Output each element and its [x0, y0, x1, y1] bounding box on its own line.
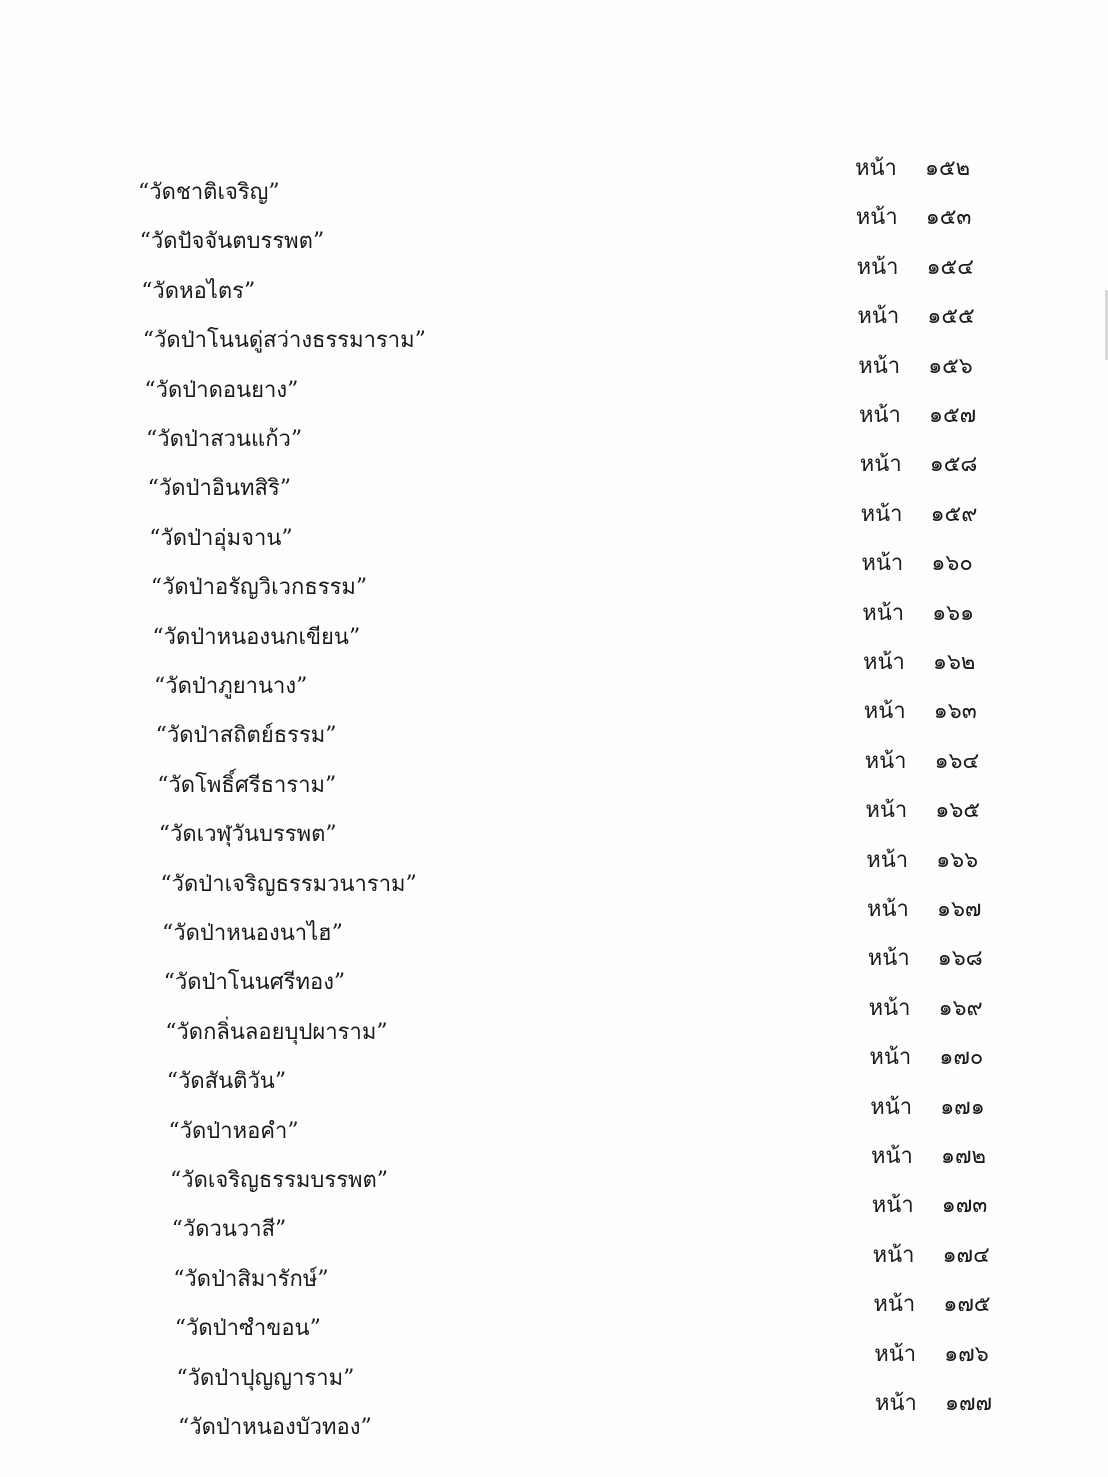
page-label: หน้า — [862, 600, 905, 626]
index-entry — [0, 1292, 1108, 1342]
index-entry — [0, 452, 1108, 502]
index-entry — [0, 798, 1108, 848]
index-entry — [0, 403, 1108, 453]
page-number: ๑๖๐ — [931, 551, 973, 577]
index-entry — [0, 600, 1108, 651]
index-entry — [0, 1242, 1108, 1293]
temple-name: “วัดป่าดอนยาง” — [144, 377, 299, 403]
page-number: ๑๕๖ — [928, 353, 973, 379]
temple-name: “วัดป่าสถิตย์ธรรม” — [155, 723, 337, 749]
index-entry — [0, 897, 1108, 947]
index-entry — [0, 156, 1108, 206]
page-number: ๑๗๒ — [941, 1144, 987, 1169]
index-entry — [0, 205, 1108, 255]
page-label: หน้า — [860, 501, 903, 527]
page-number: ๑๕๒ — [925, 156, 971, 181]
temple-name: “วัดสันติวัน” — [166, 1069, 287, 1095]
index-entry — [0, 1391, 1108, 1441]
page-number: ๑๗๖ — [944, 1341, 989, 1367]
page-number: ๑๗๐ — [939, 1045, 984, 1071]
temple-name: “วัดป่าหอคำ” — [168, 1118, 299, 1144]
temple-name: “วัดป่าอรัญวิเวกธรรม” — [150, 575, 368, 601]
page-label: หน้า — [865, 798, 908, 824]
page-label: หน้า — [861, 551, 904, 577]
page-number: ๑๖๑ — [932, 600, 975, 626]
temple-name: “วัดโพธิ์ศรีธาราม” — [157, 772, 337, 798]
index-entry — [0, 1144, 1108, 1194]
index-entry — [0, 551, 1108, 601]
temple-name: “วัดป่าสิมารักษ์” — [173, 1266, 329, 1292]
page-label: หน้า — [863, 650, 905, 675]
page-label: หน้า — [868, 995, 911, 1021]
page-number: ๑๗๑ — [940, 1094, 985, 1120]
temple-name: “วัดป่าอินทสิริ” — [147, 476, 292, 502]
page-number: ๑๕๕ — [927, 304, 975, 330]
temple-name: “วัดป่าหนองบัวทอง” — [178, 1415, 372, 1440]
page-label: หน้า — [866, 847, 909, 873]
page-label: หน้า — [864, 748, 907, 774]
page-label: หน้า — [872, 1242, 915, 1268]
page-label: หน้า — [858, 353, 901, 379]
page-label: หน้า — [859, 403, 901, 428]
temple-name: “วัดปัจจันตบรรพต” — [139, 229, 325, 255]
index-entry — [0, 1094, 1108, 1145]
index-entry — [0, 304, 1108, 354]
index-entry — [0, 254, 1108, 305]
page-number: ๑๕๗ — [929, 403, 977, 428]
index-entry — [0, 353, 1108, 404]
index-entry — [0, 995, 1108, 1046]
temple-name: “วัดป่าหนองนาไฮ” — [162, 921, 343, 946]
page-number: ๑๖๖ — [936, 847, 979, 873]
page-number: ๑๗๗ — [945, 1391, 993, 1416]
page-label: หน้า — [867, 897, 909, 922]
temple-name: “วัดเจริญธรรมบรรพต” — [170, 1168, 389, 1193]
page-number: ๑๕๔ — [926, 254, 974, 280]
temple-name: “วัดป่าภูยานาง” — [154, 674, 308, 699]
index-entry — [0, 501, 1108, 552]
index-entry — [0, 1341, 1108, 1392]
page-label: หน้า — [871, 1193, 914, 1219]
page-number: ๑๕๙ — [930, 501, 978, 527]
page-label: หน้า — [857, 304, 900, 330]
temple-name: “วัดป่าอุ่มจาน” — [149, 525, 293, 551]
index-entry — [0, 650, 1108, 700]
page-number: ๑๖๓ — [933, 699, 977, 725]
page-number: ๑๖๙ — [938, 995, 983, 1021]
temple-name: “วัดหอไตร” — [141, 278, 256, 304]
page-number: ๑๖๗ — [937, 897, 982, 922]
page-number: ๑๕๘ — [929, 452, 978, 478]
page-number: ๑๖๔ — [934, 748, 980, 774]
temple-name: “วัดป่าเจริญธรรมวนาราม” — [160, 871, 417, 897]
temple-name: “วัดกลิ่นลอยบุปผาราม” — [165, 1019, 388, 1045]
page-number: ๑๗๔ — [942, 1242, 990, 1268]
page-label: หน้า — [856, 254, 899, 280]
page-label: หน้า — [874, 1341, 917, 1367]
temple-name: “วัดชาติเจริญ” — [138, 180, 280, 205]
page-label: หน้า — [867, 946, 910, 972]
page-label: หน้า — [871, 1144, 913, 1169]
temple-name: “วัดป่าปุญญาราม” — [176, 1365, 355, 1391]
index-entry — [0, 946, 1108, 996]
temple-name: “วัดวนวาสี” — [171, 1217, 287, 1243]
index-entry — [0, 847, 1108, 898]
page-label: หน้า — [863, 699, 906, 725]
page-label: หน้า — [855, 156, 897, 181]
page-label: หน้า — [869, 1045, 912, 1071]
page-label: หน้า — [875, 1391, 917, 1416]
temple-name: “วัดป่าซำขอน” — [174, 1316, 321, 1342]
index-entry — [0, 1193, 1108, 1243]
index-entry — [0, 1045, 1108, 1095]
page-number: ๑๗๕ — [943, 1292, 991, 1318]
temple-name: “วัดป่าหนองนกเขียน” — [152, 624, 361, 650]
page-number: ๑๖๘ — [937, 946, 983, 972]
page-number: ๑๖๒ — [933, 650, 976, 675]
page-label: หน้า — [855, 205, 898, 231]
page-number: ๑๕๓ — [925, 205, 972, 231]
page-number: ๑๗๓ — [941, 1193, 988, 1219]
page-number: ๑๖๕ — [935, 798, 980, 824]
temple-name: “วัดป่าโนนศรีทอง” — [163, 970, 346, 996]
page-label: หน้า — [870, 1094, 913, 1120]
temple-name: “วัดเวฬุวันบรรพต” — [158, 822, 337, 848]
index-entry — [0, 748, 1108, 799]
temple-name: “วัดป่าโนนดู่สว่างธรรมาราม” — [142, 328, 426, 354]
page-label: หน้า — [873, 1292, 916, 1318]
temple-name: “วัดป่าสวนแก้ว” — [146, 427, 303, 452]
index-entry — [0, 699, 1108, 749]
page-label: หน้า — [859, 452, 902, 478]
